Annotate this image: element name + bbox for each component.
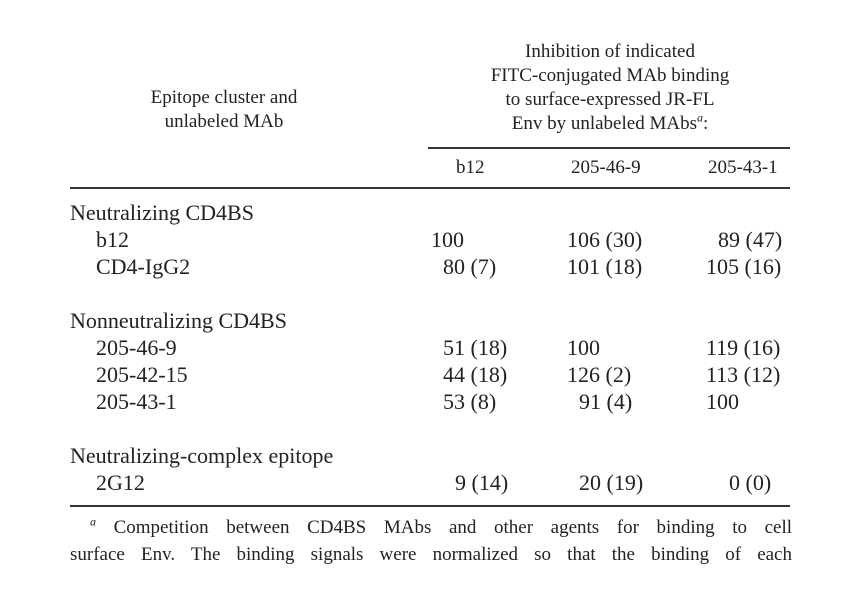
footnote-marker: a xyxy=(90,514,96,529)
spanner-rule xyxy=(428,147,790,149)
spanning-header-line1: Inhibition of indicated xyxy=(525,41,695,62)
table-cell: 20 (19) xyxy=(579,470,644,495)
table-bottom-rule xyxy=(70,505,790,507)
footnote-line1-text: Competition between CD4BS MAbs and other agents for binding to cell xyxy=(113,517,793,538)
spanning-header-line2: FITC-conjugated MAb binding xyxy=(490,65,730,86)
row-label: CD4-IgG2 xyxy=(96,254,191,279)
table-cell: 126 (2) xyxy=(567,362,632,387)
group-label: Neutralizing-complex epitope xyxy=(70,443,334,468)
table-cell: 44 (18) xyxy=(443,362,508,387)
stub-header-line2: unlabeled MAb xyxy=(164,111,284,132)
table-cell: 100 xyxy=(706,389,739,414)
table-cell: 113 (12) xyxy=(706,362,781,387)
table-cell: 101 (18) xyxy=(567,254,643,279)
row-label: 2G12 xyxy=(96,470,145,495)
table-cell: 119 (16) xyxy=(706,335,781,360)
spanning-header-line3: to surface-expressed JR-FL xyxy=(505,89,715,110)
group-label: Nonneutralizing CD4BS xyxy=(70,308,287,333)
stub-header xyxy=(112,86,336,134)
table-cell: 100 xyxy=(431,227,464,252)
table-cell: 0 (0) xyxy=(729,470,772,495)
group-label: Neutralizing CD4BS xyxy=(70,200,254,225)
stub-header-line1: Epitope cluster and xyxy=(150,87,298,108)
table-cell: 9 (14) xyxy=(455,470,509,495)
footnote-marker-ref: a xyxy=(696,110,703,125)
footnote-line1 xyxy=(70,514,792,541)
table-cell: 100 xyxy=(567,335,600,360)
table-cell: 89 (47) xyxy=(718,227,783,252)
table-cell: 53 (8) xyxy=(443,389,497,414)
column-header-205-46-9: 205-46-9 xyxy=(571,157,641,178)
table-cell: 80 (7) xyxy=(443,254,497,279)
footnote-line2: surface Env. The binding signals were normalized so that the binding of each xyxy=(70,544,792,565)
table-cell: 106 (30) xyxy=(567,227,643,252)
row-label: b12 xyxy=(96,227,129,252)
table-cell: 91 (4) xyxy=(579,389,633,414)
row-label: 205-43-1 xyxy=(96,389,177,414)
column-header-205-43-1: 205-43-1 xyxy=(708,157,778,178)
spanning-header-line4-colon: : xyxy=(702,113,709,134)
table-cell: 51 (18) xyxy=(443,335,508,360)
spanning-header-line4 xyxy=(440,112,780,136)
table-cell: 105 (16) xyxy=(706,254,782,279)
spanning-header xyxy=(440,40,780,136)
row-label: 205-42-15 xyxy=(96,362,188,387)
column-header-b12: b12 xyxy=(456,157,485,178)
header-rule xyxy=(70,187,790,189)
footnote xyxy=(70,514,792,568)
row-label: 205-46-9 xyxy=(96,335,177,360)
spanning-header-line4-text: Env by unlabeled MAbs xyxy=(511,113,697,134)
